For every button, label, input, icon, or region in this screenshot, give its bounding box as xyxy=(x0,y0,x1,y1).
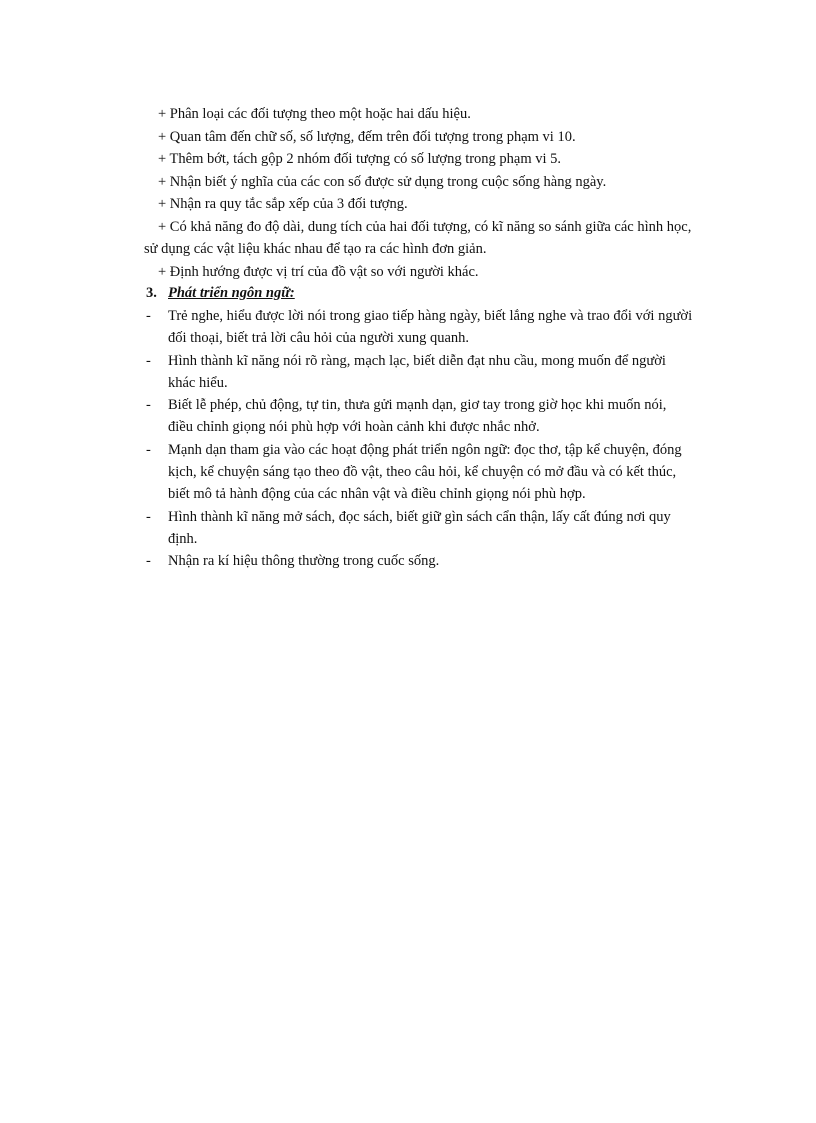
criteria-item: + Định hướng được vị trí của đồ vật so với người khác. xyxy=(158,263,479,280)
list-item xyxy=(146,506,694,551)
list-item-text: Nhận ra kí hiệu thông thường trong cuốc sống. xyxy=(168,553,440,570)
list-item xyxy=(146,394,694,439)
list-item-text: Trẻ nghe, hiểu được lời nói trong giao tiếp hàng ngày, biết lắng nghe và trao đổi với người đối thoại, biết trả lời câu hỏi của người xung quanh. xyxy=(168,308,693,347)
list-item xyxy=(146,350,694,395)
section-title: Phát triển ngôn ngữ: xyxy=(168,285,295,301)
criteria-item: + Quan tâm đến chữ số, số lượng, đếm trên đối tượng trong phạm vi 10. xyxy=(158,128,576,145)
list-item xyxy=(146,305,694,350)
criteria-item: + Có khả năng đo độ dài, dung tích của hai đối tượng, có kĩ năng so sánh giữa các hình học, sử dụng các vật liệu khác nhau để tạo ra các hình đơn giản. xyxy=(144,218,692,257)
dash-bullet: - xyxy=(146,441,151,458)
math-criteria-list xyxy=(144,103,704,283)
language-goals-list xyxy=(146,305,694,573)
dash-bullet: - xyxy=(146,397,151,414)
list-item xyxy=(146,439,694,506)
criteria-item: + Nhận biết ý nghĩa của các con số được sử dụng trong cuộc sống hàng ngày. xyxy=(158,173,607,190)
list-item-text: Hình thành kĩ năng nói rõ ràng, mạch lạc, biết diễn đạt nhu cầu, mong muốn để người khác hiểu. xyxy=(168,352,666,391)
dash-bullet: - xyxy=(146,352,151,369)
dash-bullet: - xyxy=(146,553,151,570)
section-heading xyxy=(146,282,295,304)
list-item-text: Mạnh dạn tham gia vào các hoạt động phát triển ngôn ngữ: đọc thơ, tập kể chuyện, đóng kịch, kể chuyện sáng tạo theo đồ vật, theo câu hỏi, kể chuyện có mở đầu và có kết thúc, biết mô tả hành động của các nhân vật và điều chỉnh giọng nói phù hợp. xyxy=(168,441,682,503)
list-item-text: Biết lễ phép, chủ động, tự tin, thưa gửi mạnh dạn, giơ tay trong giờ học khi muốn nói, điều chỉnh giọng nói phù hợp với hoàn cảnh khi được nhắc nhở. xyxy=(168,397,667,436)
criteria-item: + Phân loại các đối tượng theo một hoặc hai dấu hiệu. xyxy=(158,106,471,122)
dash-bullet: - xyxy=(146,508,151,525)
criteria-item: + Nhận ra quy tắc sắp xếp của 3 đối tượng. xyxy=(158,196,408,212)
list-item-text: Hình thành kĩ năng mở sách, đọc sách, biết giữ gìn sách cẩn thận, lấy cất đúng nơi quy định. xyxy=(168,508,671,547)
section-number: 3. xyxy=(146,285,157,301)
dash-bullet: - xyxy=(146,308,151,324)
criteria-item: + Thêm bớt, tách gộp 2 nhóm đối tượng có số lượng trong phạm vi 5. xyxy=(158,151,562,167)
list-item xyxy=(146,550,694,572)
